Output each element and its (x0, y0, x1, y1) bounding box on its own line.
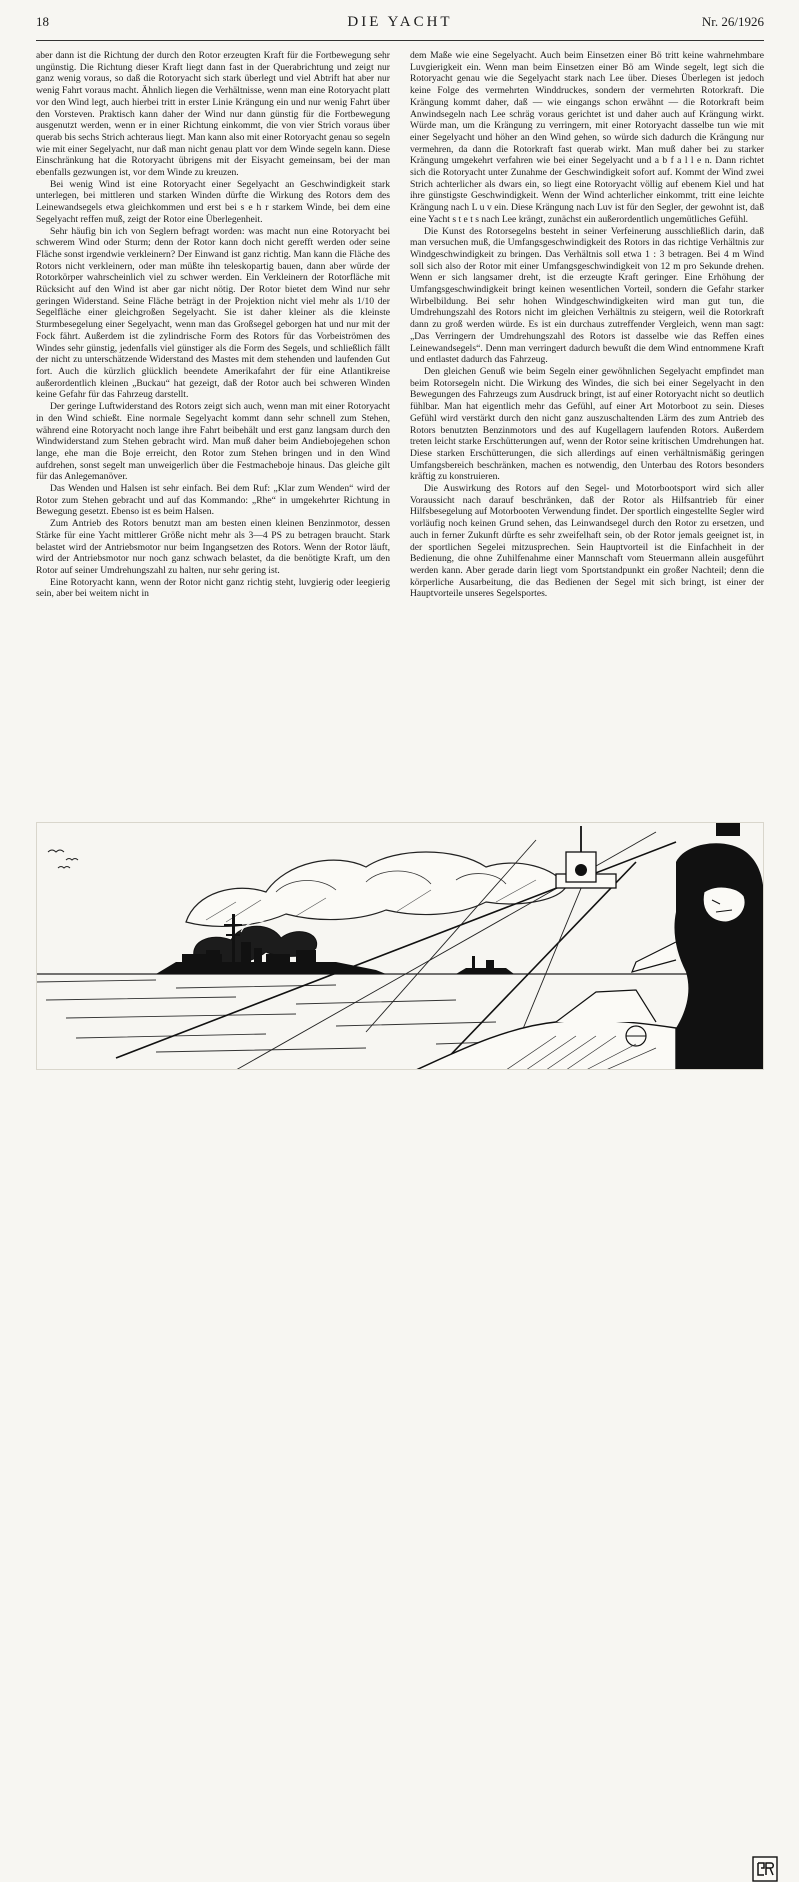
magazine-title: DIE YACHT (347, 14, 453, 30)
left-column (36, 50, 390, 835)
monogram-drawing (752, 1856, 778, 1882)
page-header (36, 14, 764, 36)
artist-monogram (752, 1856, 778, 1882)
paragraph: Die Kunst des Rotorsegelns besteht in seiner Verfeinerung ausschließlich darin, daß man versuchen muß, die Umfangsgeschwindigkeit des Rotors in das richtige Verhältnis zur Windgeschwindigkeit zu bringen. Das Verhältnis soll etwa 1 : 3 betragen. Bei 4 m Wind soll sich also der Rotor mit einer Umfangsgeschwindigkeit von 12 m pro Sekunde drehen. Wenn er sich langsamer dreht, ist die erzeugte Kraft geringer. Eine Erhöhung der Umfangsgeschwindigkeit bringt keinen wesentlichen Vorteil, sondern die Gefahr starker Wirbelbildung. Bei sehr hohen Windgeschwindigkeiten wird man gut tun, die Umdrehungszahl des Rotors nicht im gleichen Verhältnis zu steigern, weil die Rotorkraft dann zu groß werden würde. Es ist ein durchaus zutreffender Vergleich, wenn man sagt: „Das Verringern der Umdrehungszahl des Rotors ist dasselbe wie das Reffen eines Leinewandsegels“. Denn man verringert dadurch bewußt die dem Wind entnommene Kraft und entlastet dadurch das Fahrzeug. (410, 225, 764, 366)
paragraph: Bei wenig Wind ist eine Rotoryacht einer Segelyacht an Geschwindigkeit stark unterlegen, bei mittleren und starken Winden dürfte die Wirkung des Rotors dem des Leinewandsegels etwa gleichkommen und erst bei s e h r starkem Winde, bei dem eine Segelyacht reffen muß, zeigt der Rotor eine Überlegenheit. (36, 178, 390, 225)
paragraph: Sehr häufig bin ich von Seglern befragt worden: was macht nun eine Rotoryacht bei schwerem Wind oder Sturm; denn der Rotor kann doch nicht gerefft werden oder seine Fläche sonst irgendwie verkleinern? Der Einwand ist ganz richtig. Man kann die Fläche des Rotors nicht verkleinern, oder man müßte ihn teleskopartig bauen, dann aber würde der Rotorkörper wahrscheinlich viel zu schwer werden. Ein Verkleinern der Rotorfläche mit Rücksicht auf den Wind ist aber gar nicht nötig. Der Rotor bietet dem Wind nur sehr geringen Widerstand. Seine Fläche beträgt in der Projektion nicht viel mehr als 1/10 der Segelfläche einer gleichgroßen Segelyacht. Sie ist daher kleiner als die kleinste Sturmbesegelung einer Segelyacht, wenn man das Großsegel geborgen hat und nur mit der Fock fährt. Außerdem ist die zylindrische Form des Rotors für das Vorbeiströmen des Windes sehr günstig, jedenfalls viel günstiger als die Form des Segels, und schließlich fällt der nicht zu unterschätzende Widerstand des Mastes mit dem stehenden und laufenden Gut fort. Auch die kürzlich glücklich beendete Amerikafahrt der für eine Atlantikreise außerordentlich kleinen „Buckau“ hat gezeigt, daß der Rotor auch bei schweren Winden keine Gefahr für das Fahrzeug darstellt. (36, 225, 390, 401)
paragraph: dem Maße wie eine Segelyacht. Auch beim Einsetzen einer Bö tritt keine wahrnehmbare Luvgierigkeit ein. Wenn man beim Einsetzen einer Bö am Winde segelt, legt sich die Rotoryacht genau wie die Segelyacht stark nach Lee über. Dieses Überlegen ist jedoch keine Folge des vermehrten Winddruckes, sondern der vermehrten Rotorkraft. Die Krängung kommt daher, daß — wie eingangs schon erwähnt — die Rotorkraft beim Anwindsegeln nach Lee schräg voraus gerichtet ist und daher auch auf Krängung wirkt. Würde man, um die Krängung zu verringern, mit einer Rotoryacht dasselbe tun wie mit einer Segelyacht und höher an den Wind gehen, so würde sich dadurch die Krängung nur vermehren, da dann die Rotorkraft fast querab wirkt. Man muß daher bei zu starker Krängung umgekehrt verfahren wie bei einer Segelyacht und a b f a l l e n. Dann richtet sich die Rotoryacht unter Zunahme der Geschwindigkeit sofort auf. Kommt der Wind zwei Strich achterlicher als dwars ein, so liegt eine Rotoryacht völlig auf ebenem Kiel und hat ihre günstigste Geschwindigkeit. Wenn der Wind achterlicher einkommt, tritt eine leichte Krängung nach L u v ein. Diese Krängung nach Luv ist für den Segler, der gewohnt ist, daß eine Yacht s t e t s nach Lee krängt, zunächst ein außerordentlich ungemütliches Gefühl. (410, 50, 764, 225)
header-rule (36, 40, 764, 41)
paragraph: Eine Rotoryacht kann, wenn der Rotor nicht ganz richtig steht, luvgierig oder leegierig sein, aber bei weitem nicht in (36, 576, 390, 600)
illustration-drawing (36, 822, 764, 1070)
paragraph: aber dann ist die Richtung der durch den Rotor erzeugten Kraft für die Fortbewegung sehr ungünstig. Die Richtung dieser Kraft liegt dann fast in der Querabrichtung und zeigt nur ganz wenig voraus, so daß die Rotoryacht sich stark überlegt und viel Abtrift hat aber nur wenig Fahrt voraus macht. Ähnlich liegen die Verhältnisse, wenn man eine Rotoryacht platt vor den Wind legt, auch hierbei tritt in erster Linie Krängung ein und nur wenig Fahrt über den Vorsteven. Praktisch kann daher der Wind nur dann günstig für die Fortbewegung ausgenutzt werden, wenn er in einer Richtung einkommt, die von vier Strich voraus über querab bis sechs Strich achteraus liegt. Man kann also mit einer Rotoryacht genau so segeln wie mit einer Segelyacht, nur daß man nicht genau platt vor dem Winde segeln kann. Diese Einschränkung hat die Rotoryacht übrigens mit der Eisyacht gemeinsam, bei der man ebenfalls gezwungen ist, vor dem Winde zu kreuzen. (36, 50, 390, 179)
paragraph: Die Auswirkung des Rotors auf den Segel- und Motorbootsport wird sich aller Voraussicht nach darauf beschränken, daß der Rotor als Hilfsantrieb für einer Hilfsbesegelung auf Motorbooten Verwendung findet. Der sportlich eingestellte Segler wird vorläufig noch keinen Grund sehen, das Leinwandsegel durch den Rotor zu ersetzen, und auch in ferner Zukunft dürfte es sehr zweifelhaft sein, ob der Rotor jemals geeignet ist, in der sportlichen Segelei mitzusprechen. Sein Hauptvorteil ist die Einfachheit in der Bedienung, die ohne Zuhilfenahme einer Mannschaft vom Steuermann allein ausgeführt werden kann. Aber gerade darin liegt vom Sportstandpunkt ein großer Nachteil; denn die körperliche Ausarbeitung, die das Bedienen der Segel mit sich bringt, ist einer der Hauptvorteile unseres Segelsportes. (410, 483, 764, 600)
paragraph: Den gleichen Genuß wie beim Segeln einer gewöhnlichen Segelyacht empfindet man beim Rotorsegeln nicht. Die Wirkung des Windes, die sich bei einer Segelyacht in den Bewegungen des Fahrzeugs zum Ausdruck bringt, ist auf einer Rotoryacht nicht so deutlich fühlbar. Man hat eigentlich mehr das Gefühl, auf einer Art Motorboot zu sein. Dieses Gefühl wird verstärkt durch den nicht ganz auszuschaltenden Lärm des zum Antrieb des Rotors benutzten Benzinmotors und des auf Kugellagern laufenden Rotors. Außerdem treten leicht starke Erschütterungen auf, wenn der Rotor seine kritischen Umdrehungen hat. Diese starken Erschütterungen, die sich allerdings auf einen verhältnismäßig geringen Umfangsbereich beschränken, machen es notwendig, den Unterbau des Rotors besonders kräftig zu konstruieren. (410, 365, 764, 483)
right-column (410, 50, 764, 835)
paragraph: Zum Antrieb des Rotors benutzt man am besten einen kleinen Benzinmotor, dessen Stärke für eine Yacht mittlerer Größe nicht mehr als 3—4 PS zu betragen braucht. Stark belastet wird der Antriebsmotor nur beim Ingangsetzen des Rotors. Wenn der Rotor läuft, wird der Antriebsmotor nur noch ganz schwach belastet, da die benötigte Kraft, um den Rotor auf seiner Umdrehungszahl zu halten, nur sehr gering ist. (36, 518, 390, 576)
page-number: 18 (36, 14, 49, 29)
paragraph: Das Wenden und Halsen ist sehr einfach. Bei dem Ruf: „Klar zum Wenden“ wird der Rotor zum Stehen gebracht und auf das Kommando: „Rhe“ in umgekehrter Richtung in Bewegung gesetzt. Ebenso ist es beim Halsen. (36, 483, 390, 518)
issue-number: Nr. 26/1926 (701, 14, 764, 29)
paragraph: Der geringe Luftwiderstand des Rotors zeigt sich auch, wenn man mit einer Rotoryacht in den Wind schießt. Eine normale Segelyacht kommt dann sehr schnell zum Stehen, während eine Rotoryacht noch lange ihre Fahrt beibehält und erst ganz langsam durch den Windwiderstand zum Stehen gebracht wird. Man muß daher beim Andiebojegehen schon lange, ehe man die Boje erreicht, den Rotor zum Stehen bringen und in den Wind aufdrehen, sonst segelt man unweigerlich über die Festmacheboje hinaus. Das gleiche gilt für das Anlegemanöver. (36, 401, 390, 483)
illustration-rotor-ship-scene (36, 822, 764, 1070)
